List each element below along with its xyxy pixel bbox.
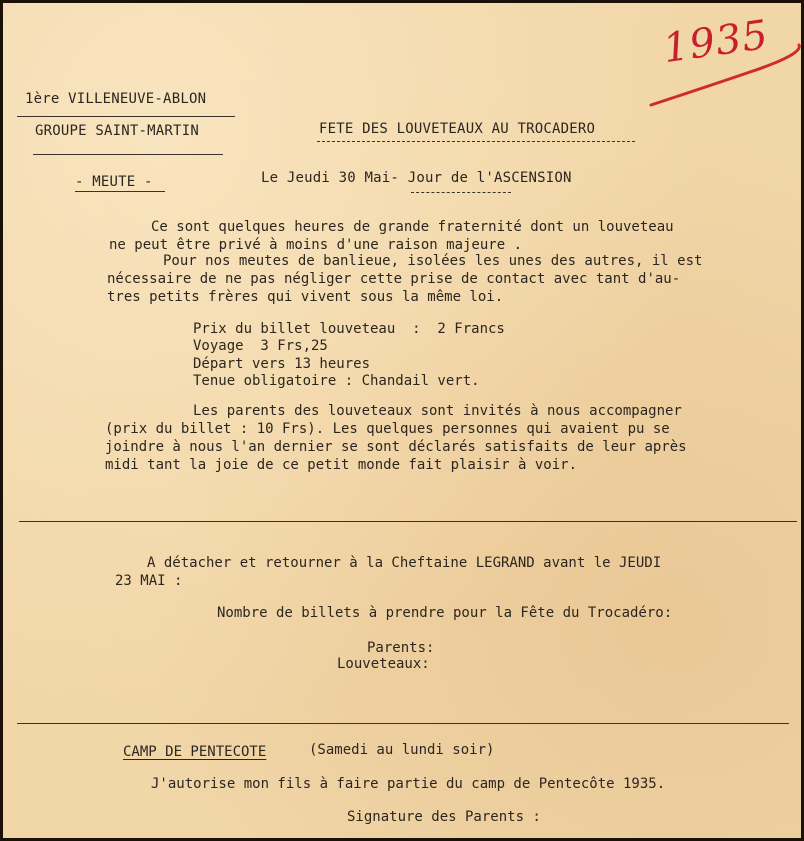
date-line: Le Jeudi 30 Mai- Jour de l'ASCENSION [261, 170, 572, 186]
meute-underline [75, 191, 165, 192]
camp-subtitle: (Samedi au lundi soir) [309, 742, 495, 758]
document-title: FETE DES LOUVETEAUX AU TROCADERO [319, 121, 596, 137]
handwritten-year: 1935 [660, 11, 772, 73]
tickets-line: Nombre de billets à prendre pour la Fête du Trocadéro: [217, 605, 673, 621]
cut-line-1 [19, 521, 797, 522]
body-line-2: ne peut être privé à moins d'une raison majeure . [109, 237, 523, 253]
detail-tenue: Tenue obligatoire : Chandail vert. [193, 373, 480, 389]
louveteaux-field-label: Louveteaux: [337, 656, 430, 672]
header-rule-top [17, 116, 235, 117]
detail-price: Prix du billet louveteau : 2 Francs [193, 321, 505, 337]
body-line-3: Pour nos meutes de banlieue, isolées les unes des autres, il est [163, 253, 703, 269]
camp-title: CAMP DE PENTECOTE [123, 744, 267, 760]
title-underline [317, 141, 635, 142]
camp-authorize-line: J'autorise mon fils à faire partie du camp de Pentecôte 1935. [151, 776, 666, 792]
red-pencil-stroke [643, 33, 803, 113]
body-line-5: tres petits frères qui vivent sous la même loi. [107, 289, 504, 305]
org-line: 1ère VILLENEUVE-ABLON [25, 91, 207, 107]
signature-label: Signature des Parents : [347, 809, 541, 825]
parents-line-4: midi tant la joie de ce petit monde fait plaisir à voir. [105, 457, 578, 473]
detail-voyage: Voyage 3 Frs,25 [193, 338, 328, 354]
parents-line-3: joindre à nous l'an dernier se sont déclarés satisfaits de leur après [105, 439, 687, 455]
body-line-1: Ce sont quelques heures de grande fraternité dont un louveteau [151, 219, 674, 235]
detach-line-1: A détacher et retourner à la Cheftaine LEGRAND avant le JEUDI [147, 555, 662, 571]
parents-line-2: (prix du billet : 10 Frs). Les quelques personnes qui avaient pu se [105, 421, 670, 437]
header-rule-bottom [33, 154, 223, 155]
cut-line-2 [17, 723, 789, 724]
date-underline [411, 192, 511, 193]
meute-label: - MEUTE - [75, 174, 153, 190]
detach-line-2: 23 MAI : [115, 573, 183, 589]
parents-line-1: Les parents des louveteaux sont invités à nous accompagner [193, 403, 682, 419]
group-name: GROUPE SAINT-MARTIN [35, 123, 199, 139]
body-line-4: nécessaire de ne pas négliger cette prise de contact avec tant d'au- [107, 271, 681, 287]
detail-depart: Départ vers 13 heures [193, 356, 371, 372]
parents-field-label: Parents: [367, 640, 435, 656]
